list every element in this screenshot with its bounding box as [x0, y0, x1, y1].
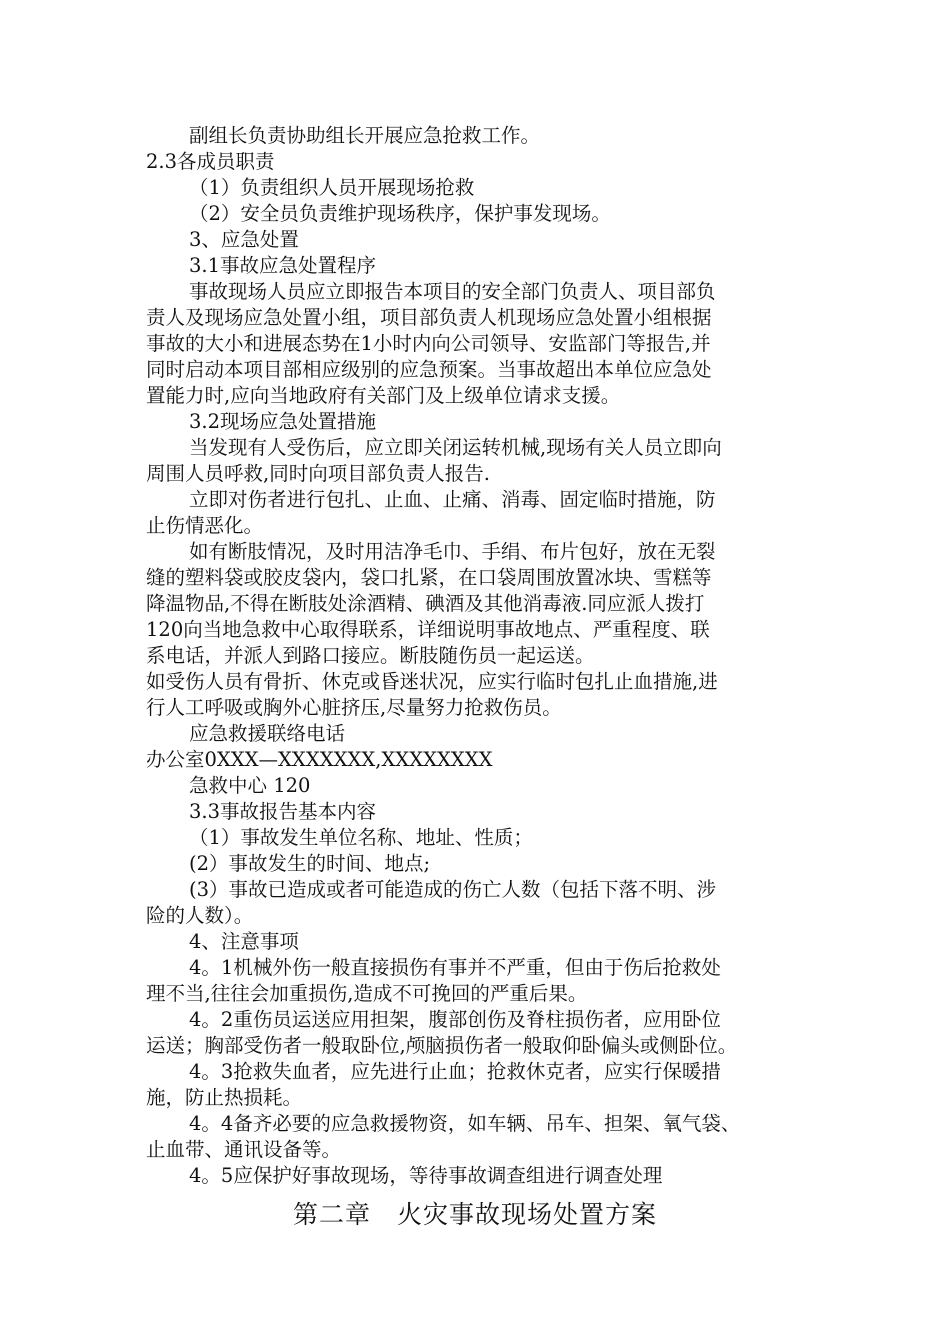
text-line: 险的人数）。: [146, 904, 254, 927]
text-line: 如有断肢情况，及时用洁净毛巾、手绢、布片包好，放在无裂: [189, 540, 716, 563]
text-line: 降温物品,不得在断肢处涂酒精、碘酒及其他消毒液.同应派人拨打: [146, 592, 705, 615]
text-line: 如受伤人员有骨折、休克或昏迷状况，应实行临时包扎止血措施,进: [146, 670, 718, 693]
text-line: （2）安全员负责维护现场秩序，保护事发现场。: [189, 202, 611, 225]
text-line: 缝的塑料袋或胶皮袋内，袋口扎紧，在口袋周围放置冰块、雪糕等: [146, 566, 712, 589]
text-line: （1）事故发生单位名称、地址、性质；: [189, 826, 533, 849]
text-line: 理不当,往往会加重损伤,造成不可挽回的严重后果。: [146, 982, 588, 1005]
text-line: 同时启动本项目部相应级别的应急预案。当事故超出本单位应急处: [146, 358, 712, 381]
text-line: 系电话，并派人到路口接应。断肢随伤员一起运送。: [146, 644, 595, 667]
text-line: (2）事故发生的时间、地点;: [189, 852, 431, 875]
text-line: 事故现场人员应立即报告本项目的安全部门负责人、项目部负: [189, 280, 716, 303]
section-heading: 3.3事故报告基本内容: [189, 800, 377, 823]
section-heading: 4、注意事项: [189, 930, 299, 953]
text-line: 应急救援联络电话: [189, 722, 346, 745]
text-line: 副组长负责协助组长开展应急抢救工作。: [189, 124, 541, 147]
text-line: 止伤情恶化。: [146, 514, 264, 537]
text-line: （1）负责组织人员开展现场抢救: [189, 176, 475, 199]
text-line: 事故的大小和进展态势在1小时内向公司领导、安监部门等报告,并: [146, 332, 711, 355]
text-line: 4。4备齐必要的应急救援物资，如车辆、吊车、担架、氧气袋、: [189, 1112, 741, 1135]
section-heading: 3.1事故应急处置程序: [189, 254, 377, 277]
section-heading: 3.2现场应急处置措施: [189, 410, 377, 433]
text-line: 4。5应保护好事故现场，等待事故调查组进行调查处理: [189, 1164, 663, 1187]
text-line: 急救中心 120: [189, 774, 311, 797]
text-line: 4。3抢救失血者，应先进行止血；抢救休克者，应实行保暖措: [189, 1060, 721, 1083]
text-line: 120向当地急救中心取得联系，详细说明事故地点、严重程度、联: [146, 618, 710, 641]
text-line: 施，防止热损耗。: [146, 1086, 303, 1109]
text-line: 止血带、通讯设备等。: [146, 1138, 342, 1161]
text-line: 4。2重伤员运送应用担架，腹部创伤及脊柱损伤者，应用卧位: [189, 1008, 721, 1031]
chapter-title: 第二章 火灾事故现场处置方案: [292, 1200, 657, 1229]
text-line: 运送；胸部受伤者一般取卧位,颅脑损伤者一般取仰卧偏头或侧卧位。: [146, 1034, 738, 1057]
section-heading: 2.3各成员职责: [146, 150, 275, 173]
text-line: 责人及现场应急处置小组，项目部负责人机现场应急处置小组根据: [146, 306, 712, 329]
text-line: 置能力时,应向当地政府有关部门及上级单位请求支援。: [146, 384, 621, 407]
text-line: 办公室0XXX—XXXXXXX,XXXXXXXX: [146, 748, 493, 771]
text-line: 4。1机械外伤一般直接损伤有事并不严重，但由于伤后抢救处: [189, 956, 721, 979]
text-line: 周围人员呼救,同时向项目部负责人报告.: [146, 462, 490, 485]
section-heading: 3、应急处置: [189, 228, 299, 251]
text-line: 立即对伤者进行包扎、止血、止痛、消毒、固定临时措施，防: [189, 488, 716, 511]
text-line: 行人工呼吸或胸外心脏挤压,尽量努力抢救伤员。: [146, 696, 562, 719]
text-line: 当发现有人受伤后，应立即关闭运转机械,现场有关人员立即向: [189, 436, 722, 459]
text-line: (3）事故已造成或者可能造成的伤亡人数（包括下落不明、涉: [189, 878, 717, 901]
